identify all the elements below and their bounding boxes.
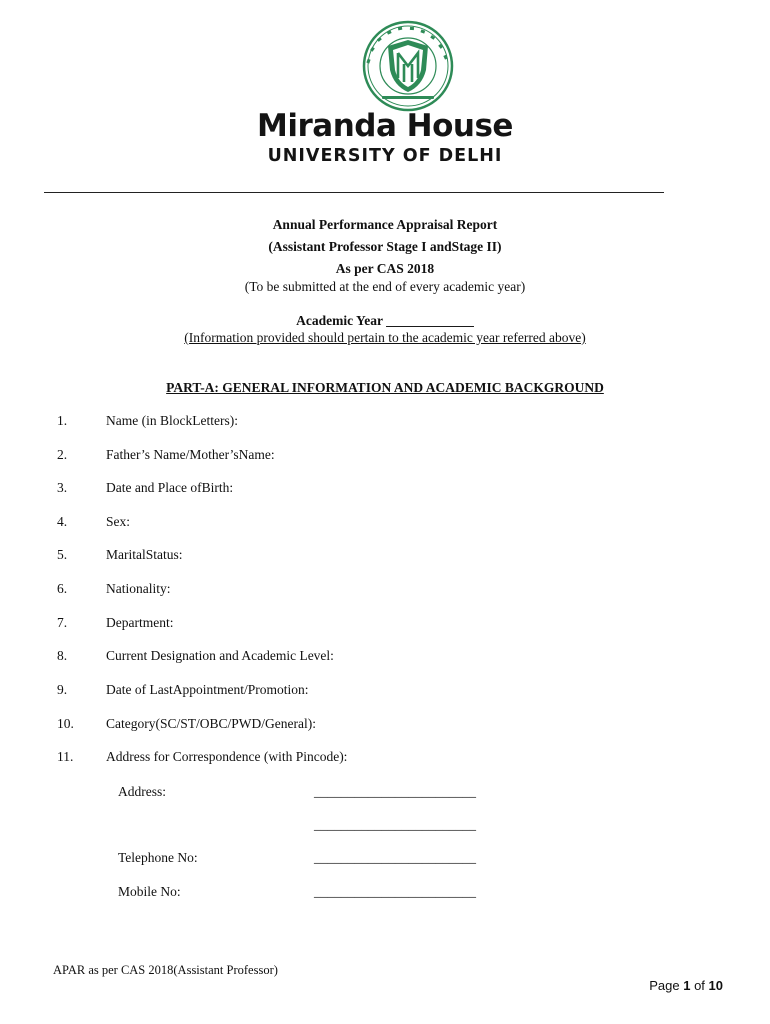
item-number: 3.	[57, 480, 68, 495]
mobile-blank[interactable]: ________________________	[314, 884, 476, 899]
information-note: (Information provided should pertain to the academic year referred above)	[184, 330, 586, 345]
item-label: Date of LastAppointment/Promotion:	[106, 682, 309, 697]
page-of: of	[690, 978, 709, 993]
item-label: Current Designation and Academic Level:	[106, 648, 334, 663]
item-number: 1.	[57, 413, 68, 428]
item-number: 4.	[57, 514, 68, 529]
item-number: 10.	[57, 716, 74, 731]
item-label: MaritalStatus:	[106, 547, 183, 562]
miranda-house-seal-logo	[352, 20, 464, 112]
item-number: 8.	[57, 648, 68, 663]
item-label: Category(SC/ST/OBC/PWD/General):	[106, 716, 316, 731]
item-number: 6.	[57, 581, 68, 596]
item-label: Sex:	[106, 514, 131, 529]
item-label: Name (in BlockLetters):	[106, 413, 238, 428]
academic-year-line: Academic Year _____________	[296, 313, 474, 328]
page-prefix: Page	[649, 978, 684, 993]
item-number: 7.	[57, 615, 68, 630]
footer-document-title: APAR as per CAS 2018(Assistant Professor)	[53, 963, 278, 977]
item-number: 9.	[57, 682, 68, 697]
address-line-1-blank[interactable]: ________________________	[314, 784, 476, 799]
brand-subtitle: UNIVERSITY OF DELHI	[267, 146, 503, 166]
mobile-label: Mobile No:	[118, 884, 181, 899]
report-title: Annual Performance Appraisal Report	[272, 217, 498, 232]
item-label: Date and Place ofBirth:	[106, 480, 234, 495]
page-total: 10	[708, 978, 723, 993]
item-label: Father’s Name/Mother’sName:	[106, 447, 275, 462]
report-cas-line: As per CAS 2018	[335, 261, 435, 276]
item-number: 2.	[57, 447, 68, 462]
page-number	[649, 978, 723, 993]
report-subtitle: (Assistant Professor Stage I andStage II)	[268, 239, 502, 254]
submission-note: (To be submitted at the end of every academic year)	[244, 279, 526, 294]
telephone-label: Telephone No:	[118, 850, 198, 865]
item-number: 11.	[57, 749, 74, 764]
telephone-blank[interactable]: ________________________	[314, 850, 476, 865]
part-a-heading: PART-A: GENERAL INFORMATION AND ACADEMIC BACKGROUND	[166, 380, 604, 395]
brand-name: Miranda House	[257, 108, 513, 144]
header-divider	[44, 192, 664, 193]
item-label: Address for Correspondence (with Pincode):	[106, 749, 348, 764]
address-line-2-blank[interactable]: ________________________	[314, 817, 476, 832]
item-label: Department:	[106, 615, 174, 630]
item-number: 5.	[57, 547, 68, 562]
address-label: Address:	[118, 784, 166, 799]
page-current: 1	[683, 978, 691, 993]
item-label: Nationality:	[106, 581, 171, 596]
